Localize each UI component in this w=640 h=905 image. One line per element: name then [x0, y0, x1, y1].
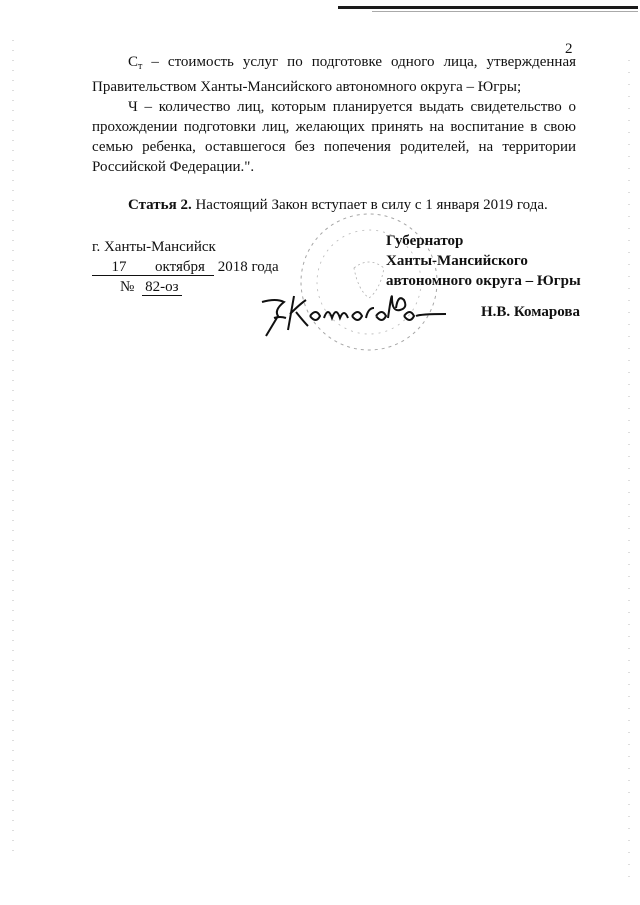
- paragraph-cost: $С_т$ – стоимость услуг по подготовке одного лица, утвержденная Правительством Ханты-Мансийского автономного округа – Югры;: [92, 54, 576, 95]
- law-number: 82-оз: [142, 280, 182, 296]
- signatory-line-2: Ханты-Мансийского: [386, 253, 528, 269]
- signatory-line-3: автономного округа – Югры: [386, 273, 581, 289]
- number-sign: №: [120, 279, 135, 295]
- date-month: октября: [146, 260, 214, 276]
- paragraph-count: Ч – количество лиц, которым планируется выдать свидетельство о прохождении подготовки лиц, желающих принять на воспитание в свою семью ребенка, оставшегося без попечения родителей, на территории Российской Федерации.".: [92, 99, 576, 175]
- page-number: 2: [565, 41, 573, 57]
- date-day: 17: [92, 260, 146, 276]
- scan-top-border: [338, 6, 638, 9]
- left-margin-marks: [12, 0, 16, 905]
- place-and-date: [92, 237, 279, 297]
- document-body: [92, 52, 576, 215]
- date-line: [92, 257, 279, 277]
- scan-top-border-faint: [372, 11, 638, 12]
- law-number-line: [92, 277, 272, 297]
- article-text: Настоящий Закон вступает в силу с 1 января 2019 года.: [191, 197, 548, 213]
- right-margin-marks: [628, 0, 632, 905]
- article-label: Статья 2.: [128, 197, 192, 213]
- date-year: 2018 года: [217, 259, 279, 275]
- handwritten-signature: [254, 282, 454, 342]
- signatory-line-1: Губернатор: [386, 233, 464, 249]
- city: г. Ханты-Мансийск: [92, 239, 216, 255]
- signatory-name: Н.В. Комарова: [481, 304, 580, 320]
